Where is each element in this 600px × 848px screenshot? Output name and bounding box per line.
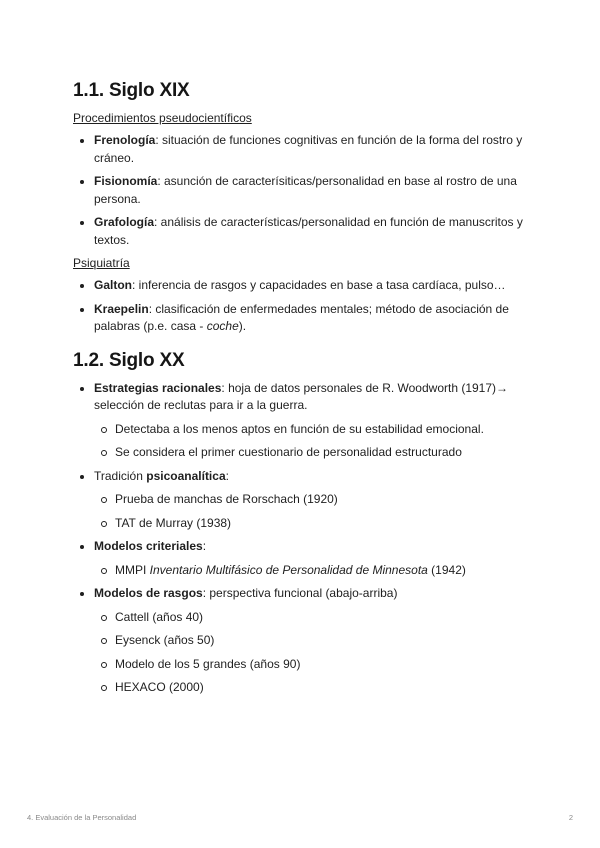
list-item-grafologia [73, 214, 533, 249]
term-kraepelin: Kraepelin [94, 301, 149, 316]
sublist-item: Se considera el primer cuestionario de personalidad estructurado [94, 444, 533, 462]
sublist-item: TAT de Murray (1938) [94, 515, 533, 533]
section-title-siglo-xx: 1.2. Siglo XX [73, 349, 185, 371]
desc-tradicion-pre: Tradición [94, 468, 147, 483]
list-item-kraepelin [73, 301, 533, 336]
desc-modelos-de-rasgos: : perspectiva funcional (abajo-arriba) [202, 586, 398, 600]
desc-estrategias-racionales: : hoja de datos personales de R. Woodworth (1917)→ selección de reclutas para ir a la guerra. [94, 380, 509, 412]
desc-kraepelin-tail: ). [238, 319, 247, 333]
list-item-modelos-de-rasgos [73, 585, 533, 697]
subheading-procedimientos: Procedimientos pseudocientíficos [73, 111, 252, 125]
example-coche: coche [206, 319, 239, 333]
section-title-siglo-xix: 1.1. Siglo XIX [73, 80, 190, 101]
desc-kraepelin: : clasificación de enfermedades mentales; método de asociación de palabras (p.e. casa - [94, 301, 509, 333]
list-psiquiatria [73, 277, 533, 336]
footer-document-title: 4. Evaluación de la Personalidad [27, 813, 137, 822]
term-modelos-criteriales: Modelos criteriales [94, 539, 203, 553]
term-psicoanalitica: psicoanalítica [146, 468, 226, 483]
document-page [73, 80, 533, 703]
sublist-item: Cattell (años 40) [94, 609, 533, 627]
sublist-item: Prueba de manchas de Rorschach (1920) [94, 491, 533, 509]
desc-modelos-criteriales: : [202, 539, 207, 553]
desc-psicoanalitica: : [225, 468, 229, 483]
term-estrategias-racionales: Estrategias racionales [94, 380, 222, 395]
mmpi-fullname: Inventario Multifásico de Personalidad de Minnesota [149, 562, 428, 577]
list-item-galton [73, 277, 533, 295]
sublist-estrategias [94, 421, 533, 462]
desc-grafologia: : análisis de características/personalidad en función de manuscritos y textos. [94, 215, 523, 247]
list-item-modelos-criteriales [73, 538, 533, 579]
sublist-criteriales [94, 562, 533, 580]
page-number: 2 [568, 813, 573, 822]
list-item-frenologia [73, 132, 533, 167]
mmpi-label: MMPI [115, 562, 150, 577]
list-item-estrategias-racionales [73, 380, 533, 462]
mmpi-year: (1942) [427, 562, 466, 577]
list-item-tradicion-psicoanalitica [73, 468, 533, 533]
subheading-psiquiatria: Psiquiatría [73, 256, 130, 270]
sublist-item: Detectaba a los menos aptos en función de su estabilidad emocional. [94, 421, 533, 439]
sublist-item-mmpi [94, 562, 533, 580]
term-modelos-de-rasgos: Modelos de rasgos [94, 586, 203, 600]
list-siglo-xx [73, 380, 533, 697]
term-galton: Galton [94, 278, 132, 292]
term-grafologia: Grafología [94, 215, 155, 229]
desc-galton: : inferencia de rasgos y capacidades en base a tasa cardíaca, pulso… [132, 278, 506, 292]
desc-fisionomia: : asunción de caracterísiticas/personalidad en base al rostro de una persona. [94, 174, 517, 206]
term-frenologia: Frenología [94, 133, 156, 147]
page-footer [27, 813, 573, 822]
list-item-fisionomia [73, 173, 533, 208]
sublist-item: Modelo de los 5 grandes (años 90) [94, 656, 533, 674]
sublist-rasgos [94, 609, 533, 697]
sublist-item: HEXACO (2000) [94, 679, 533, 697]
sublist-item: Eysenck (años 50) [94, 632, 533, 650]
list-procedimientos [73, 132, 533, 249]
term-fisionomia: Fisionomía [94, 174, 158, 188]
desc-frenologia: : situación de funciones cognitivas en función de la forma del rostro y cráneo. [94, 133, 523, 165]
sublist-psicoanalitica [94, 491, 533, 532]
